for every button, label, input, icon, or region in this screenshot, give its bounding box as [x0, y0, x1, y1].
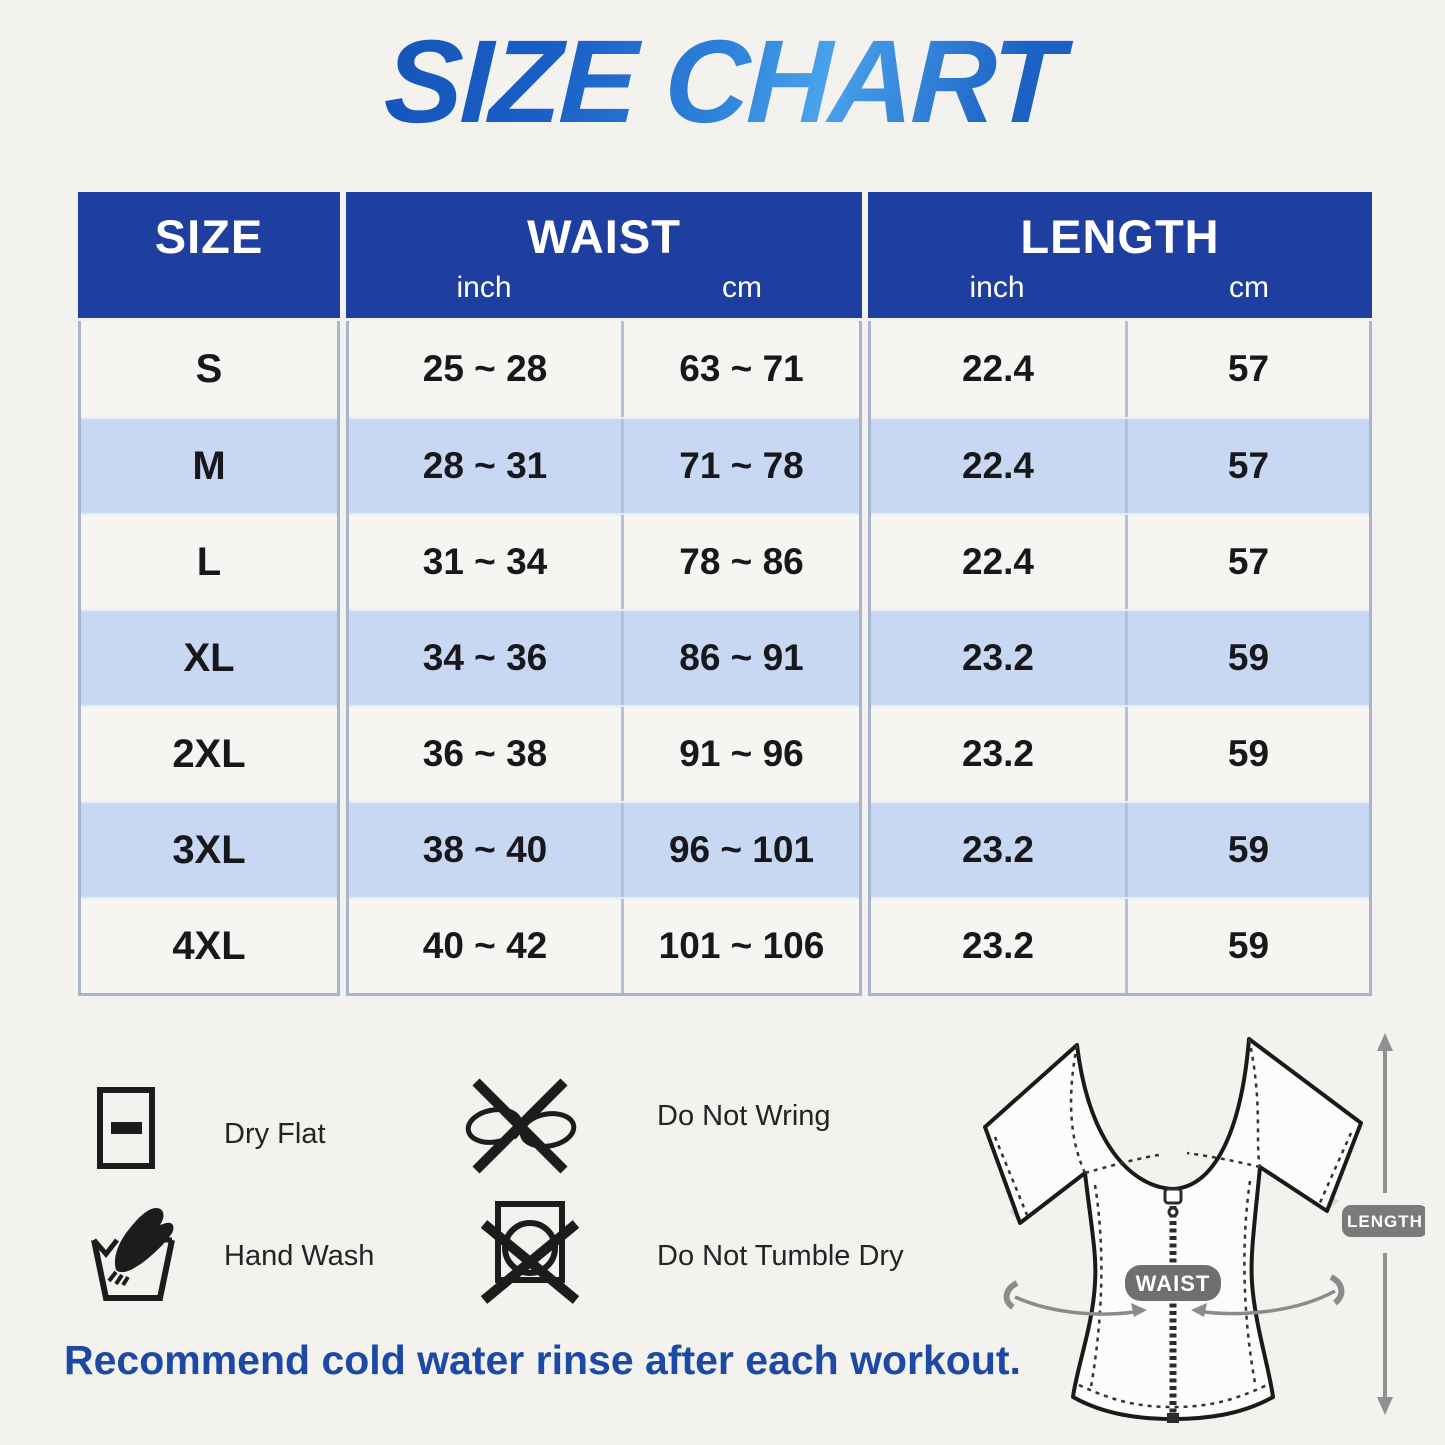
table-row — [81, 801, 337, 897]
table-row — [349, 897, 859, 993]
waist-unit-cm: cm — [722, 271, 762, 304]
table-row — [871, 417, 1369, 513]
length-unit-cm: cm — [1229, 271, 1269, 304]
waist-cm-cell: 78 ~ 86 — [621, 515, 859, 609]
length-header-label: LENGTH — [1020, 210, 1220, 263]
hand-wash-icon — [84, 1198, 184, 1309]
length-inch-cell: 22.4 — [961, 445, 1034, 486]
length-cm-cell: 57 — [1125, 419, 1369, 513]
waist-inch-cell: 31 ~ 34 — [422, 541, 548, 582]
waist-unit-inch: inch — [456, 271, 512, 304]
size-cell: 3XL — [172, 827, 246, 872]
length-cm-cell: 57 — [1125, 515, 1369, 609]
footer-note: Recommend cold water rinse after each workout. — [64, 1337, 1021, 1383]
length-inch-cell: 23.2 — [961, 925, 1034, 966]
length-measure-label: LENGTH — [1347, 1212, 1423, 1231]
waist-inch-cell: 25 ~ 28 — [422, 348, 548, 389]
table-row — [871, 801, 1369, 897]
table-row — [349, 705, 859, 801]
length-units — [868, 268, 1372, 308]
size-cell: 4XL — [172, 923, 246, 968]
waist-inch-cell: 28 ~ 31 — [422, 445, 548, 486]
length-rows — [868, 321, 1372, 996]
table-row — [349, 513, 859, 609]
waist-units — [346, 268, 862, 308]
length-inch-cell: 23.2 — [961, 733, 1034, 774]
length-cm-cell: 57 — [1125, 321, 1369, 417]
waist-cm-cell: 101 ~ 106 — [621, 899, 859, 993]
do-not-wring-icon — [460, 1076, 582, 1179]
size-rows — [78, 321, 340, 996]
waist-header — [346, 192, 862, 318]
table-row — [871, 513, 1369, 609]
page-title: SIZE CHART — [0, 16, 1445, 148]
size-cell: L — [196, 539, 222, 584]
waist-rows — [346, 321, 862, 996]
size-header — [78, 192, 340, 318]
table-row — [871, 897, 1369, 993]
size-table — [78, 192, 1372, 996]
table-row — [81, 897, 337, 993]
table-row — [349, 801, 859, 897]
waist-cm-cell: 96 ~ 101 — [621, 803, 859, 897]
table-row — [871, 609, 1369, 705]
care-label: Do Not Tumble Dry — [657, 1240, 904, 1272]
waist-inch-cell: 38 ~ 40 — [422, 829, 548, 870]
waist-cm-cell: 63 ~ 71 — [621, 321, 859, 417]
care-label: Do Not Wring — [657, 1100, 831, 1132]
do-not-tumble-dry-icon — [474, 1196, 584, 1311]
waist-measure-label: WAIST — [1135, 1271, 1211, 1296]
size-cell: S — [195, 346, 223, 391]
length-cm-cell: 59 — [1125, 803, 1369, 897]
table-row — [349, 609, 859, 705]
dry-flat-icon — [96, 1086, 156, 1175]
waist-cm-cell: 86 ~ 91 — [621, 611, 859, 705]
length-inch-cell: 23.2 — [961, 829, 1034, 870]
waist-column-group — [346, 192, 862, 996]
table-row — [81, 417, 337, 513]
length-cm-cell: 59 — [1125, 899, 1369, 993]
waist-cm-cell: 91 ~ 96 — [621, 707, 859, 801]
table-row — [81, 513, 337, 609]
length-inch-cell: 23.2 — [961, 637, 1034, 678]
length-inch-cell: 22.4 — [961, 348, 1034, 389]
length-inch-cell: 22.4 — [961, 541, 1034, 582]
length-unit-inch: inch — [969, 271, 1025, 304]
length-header — [868, 192, 1372, 318]
table-row — [81, 609, 337, 705]
table-row — [81, 321, 337, 417]
waist-header-label: WAIST — [527, 210, 681, 263]
length-cm-cell: 59 — [1125, 611, 1369, 705]
waist-inch-cell: 34 ~ 36 — [422, 637, 548, 678]
waist-inch-cell: 36 ~ 38 — [422, 733, 548, 774]
size-column-group — [78, 192, 340, 996]
table-row — [871, 705, 1369, 801]
size-cell: M — [192, 443, 226, 488]
size-cell: XL — [183, 635, 235, 680]
waist-inch-cell: 40 ~ 42 — [422, 925, 548, 966]
length-cm-cell: 59 — [1125, 707, 1369, 801]
table-row — [349, 417, 859, 513]
table-row — [871, 321, 1369, 417]
table-row — [349, 321, 859, 417]
waist-cm-cell: 71 ~ 78 — [621, 419, 859, 513]
care-label: Hand Wash — [224, 1240, 375, 1272]
size-header-label: SIZE — [154, 210, 264, 263]
size-cell: 2XL — [172, 731, 246, 776]
length-column-group — [868, 192, 1372, 996]
table-row — [81, 705, 337, 801]
care-label: Dry Flat — [224, 1118, 326, 1150]
